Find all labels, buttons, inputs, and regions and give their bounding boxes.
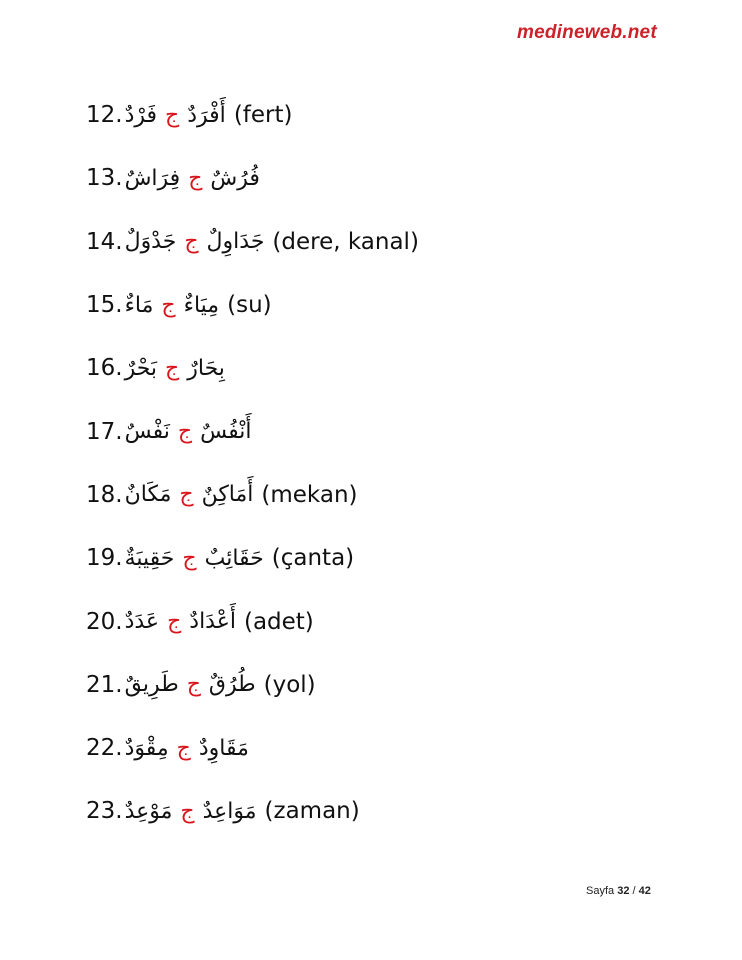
arabic-word-pair xyxy=(123,611,238,633)
singular-word: طَرِيقٌ xyxy=(124,672,179,698)
singular-word: مَاءٌ xyxy=(124,292,154,318)
plural-word: مَوَاعِدٌ xyxy=(202,798,257,824)
item-number: 19. xyxy=(86,545,123,572)
vocab-list xyxy=(86,84,706,844)
plural-separator: ج xyxy=(182,545,197,571)
current-page-number: 32 xyxy=(617,885,630,897)
plural-word: أَفْرَدٌ xyxy=(187,102,226,128)
plural-separator: ج xyxy=(186,672,201,698)
page-divider: / xyxy=(632,885,636,897)
vocab-item xyxy=(86,147,706,210)
item-number: 13. xyxy=(86,165,123,192)
arabic-word-pair xyxy=(123,545,266,571)
arabic-word-pair xyxy=(123,484,256,506)
total-page-count: 42 xyxy=(638,885,651,897)
plural-word: حَقَائِبٌ xyxy=(204,545,264,571)
arabic-word-pair xyxy=(123,421,254,443)
turkish-meaning: (dere, kanal) xyxy=(272,228,419,255)
item-number: 17. xyxy=(86,418,123,445)
site-header: medineweb.net xyxy=(517,22,657,43)
arabic-word-pair xyxy=(123,798,259,824)
plural-word: جَدَاوِلٌ xyxy=(206,229,265,255)
turkish-meaning: (adet) xyxy=(243,608,314,635)
singular-word: مِقْوَدٌ xyxy=(124,735,169,761)
turkish-meaning: (fert) xyxy=(233,102,293,129)
plural-word: أَعْدَادٌ xyxy=(189,609,236,635)
arabic-word-pair xyxy=(123,165,262,191)
item-number: 16. xyxy=(86,355,123,382)
plural-separator: ج xyxy=(165,355,180,381)
singular-word: بَحْرٌ xyxy=(124,355,158,381)
item-number: 23. xyxy=(86,798,123,825)
vocab-item xyxy=(86,464,706,527)
item-number: 12. xyxy=(86,102,123,129)
vocab-item xyxy=(86,337,706,400)
plural-word: مِيَاءٌ xyxy=(183,292,220,318)
plural-separator: ج xyxy=(165,102,180,128)
page-label: Sayfa xyxy=(586,885,615,897)
vocab-item xyxy=(86,527,706,590)
singular-word: عَدَدٌ xyxy=(124,609,160,635)
item-number: 21. xyxy=(86,671,123,698)
plural-word: مَقَاوِدٌ xyxy=(198,735,249,761)
turkish-meaning: (su) xyxy=(227,292,272,319)
plural-word: طُرُقٌ xyxy=(208,672,256,698)
vocab-item xyxy=(86,400,706,463)
item-number: 18. xyxy=(86,481,123,508)
turkish-meaning: (mekan) xyxy=(261,481,358,508)
page-footer xyxy=(586,885,651,897)
item-number: 15. xyxy=(86,292,123,319)
vocab-item xyxy=(86,211,706,274)
arabic-word-pair xyxy=(123,674,258,696)
turkish-meaning: (yol) xyxy=(263,671,316,698)
arabic-word-pair xyxy=(123,231,267,253)
singular-word: مَكَانٌ xyxy=(124,482,172,508)
singular-word: حَقِيبَةٌ xyxy=(124,545,175,571)
singular-word: مَوْعِدٌ xyxy=(124,798,173,824)
plural-word: بِحَارٌ xyxy=(187,355,225,381)
arabic-word-pair xyxy=(123,735,251,761)
item-number: 22. xyxy=(86,735,123,762)
vocab-item xyxy=(86,590,706,653)
plural-separator: ج xyxy=(179,482,194,508)
singular-word: جَدْوَلٌ xyxy=(124,229,177,255)
vocab-item xyxy=(86,84,706,147)
plural-separator: ج xyxy=(188,165,203,191)
plural-word: أَنْفُسٌ xyxy=(200,419,252,445)
arabic-word-pair xyxy=(123,355,227,381)
plural-separator: ج xyxy=(184,229,199,255)
vocab-item xyxy=(86,654,706,717)
plural-separator: ج xyxy=(167,609,182,635)
vocab-item xyxy=(86,717,706,780)
arabic-word-pair xyxy=(123,292,222,318)
plural-word: أَمَاكِنٌ xyxy=(201,482,254,508)
plural-separator: ج xyxy=(177,419,193,445)
item-number: 14. xyxy=(86,228,123,255)
plural-word: فُرُشٌ xyxy=(210,165,260,191)
singular-word: فَرْدٌ xyxy=(124,102,158,128)
plural-separator: ج xyxy=(176,735,191,761)
turkish-meaning: (zaman) xyxy=(264,798,360,825)
singular-word: نَفْسٌ xyxy=(124,419,170,445)
singular-word: فِرَاشٌ xyxy=(124,165,181,191)
arabic-word-pair xyxy=(123,102,228,128)
turkish-meaning: (çanta) xyxy=(271,545,355,572)
plural-separator: ج xyxy=(180,798,195,824)
vocab-item xyxy=(86,780,706,843)
plural-separator: ج xyxy=(161,292,176,318)
item-number: 20. xyxy=(86,608,123,635)
vocab-item xyxy=(86,274,706,337)
